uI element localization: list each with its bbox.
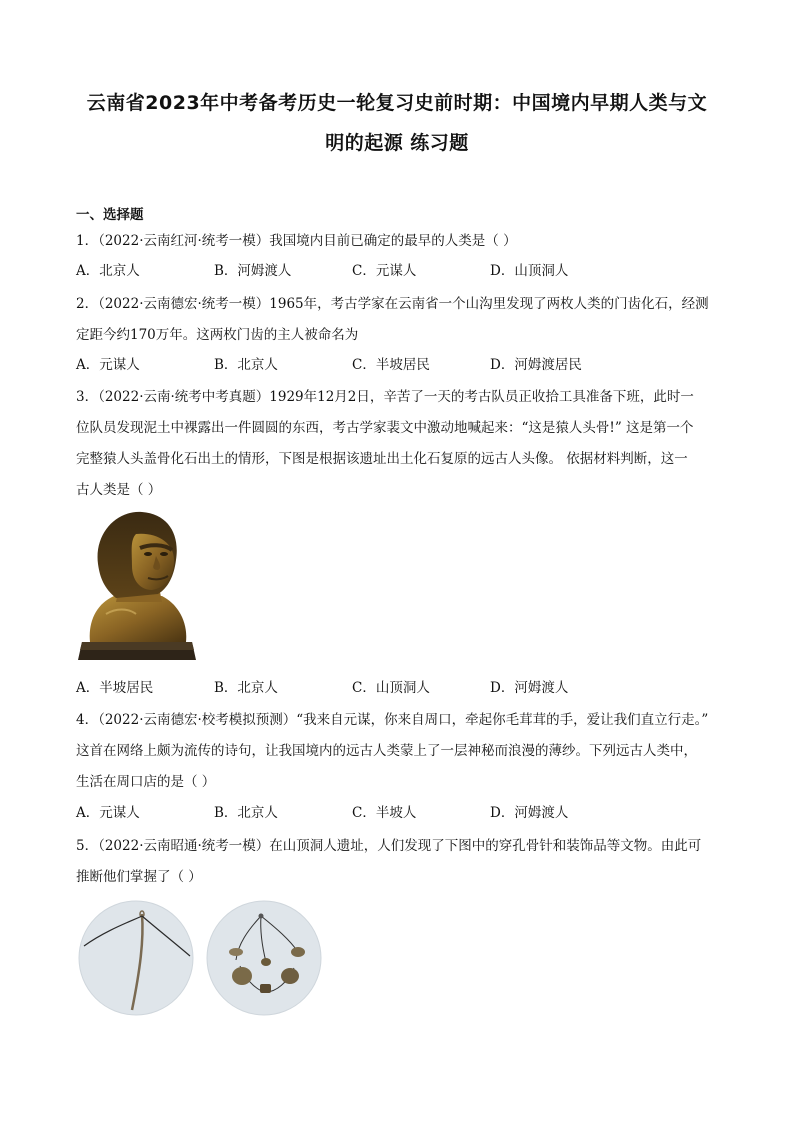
option-d[interactable]: D．河姆渡居民	[490, 357, 582, 373]
question-4-options	[76, 801, 726, 821]
option-a[interactable]: A．元谋人	[76, 357, 140, 373]
option-a[interactable]: A．北京人	[76, 263, 140, 279]
question-3-text: 完整猿人头盖骨化石出土的情形，下图是根据该遗址出土化石复原的远古人头像。 依据材料判断，这一	[76, 451, 688, 467]
question-3-text: 3．（2022·云南·统考中考真题）1929年12月2日，辛苦了一天的考古队员正收拾工具准备下班，此时一	[76, 389, 694, 405]
option-b[interactable]: B．北京人	[214, 805, 278, 821]
question-2-text: 2．（2022·云南德宏·统考一模）1965年，考古学家在云南省一个山沟里发现了两枚人类的门齿化石，经测	[76, 296, 709, 312]
question-4-text: 4．（2022·云南德宏·校考模拟预测）“我来自元谋，你来自周口，牵起你毛茸茸的手，爱让我们直立行走。”	[76, 712, 709, 728]
option-c[interactable]: C．半坡居民	[352, 357, 430, 373]
option-a[interactable]: A．元谋人	[76, 805, 140, 821]
section-heading: 一、选择题	[76, 207, 144, 223]
question-2-options	[76, 353, 726, 373]
question-3-text: 古人类是（ ）	[76, 482, 162, 498]
question-3-text: 位队员发现泥土中裸露出一件圆圆的东西，考古学家裴文中激动地喊起来：“这是猿人头骨!” 这是第一个	[76, 420, 694, 436]
question-4-text: 这首在网络上颇为流传的诗句，让我国境内的远古人类蒙上了一层神秘而浪漫的薄纱。下列远古人类中，	[76, 743, 697, 759]
option-d[interactable]: D．河姆渡人	[490, 805, 569, 821]
option-b[interactable]: B．河姆渡人	[214, 263, 292, 279]
peking-man-bust-image	[76, 504, 198, 664]
question-3-options	[76, 676, 726, 696]
question-5-text: 5．（2022·云南昭通·统考一模）在山顶洞人遗址，人们发现了下图中的穿孔骨针和装饰品等文物。由此可	[76, 838, 702, 854]
option-d[interactable]: D．山顶洞人	[490, 263, 569, 279]
option-b[interactable]: B．北京人	[214, 357, 278, 373]
document-title-line2: 明的起源 练习题	[325, 132, 469, 154]
question-2-text: 定距今约170万年。这两枚门齿的主人被命名为	[76, 327, 359, 343]
option-a[interactable]: A．半坡居民	[76, 680, 154, 696]
bone-needle-and-ornaments-image	[76, 900, 326, 1020]
option-c[interactable]: C．半坡人	[352, 805, 417, 821]
document-title-line1: 云南省2023年中考备考历史一轮复习史前时期：中国境内早期人类与文	[86, 92, 708, 114]
question-4-text: 生活在周口店的是（ ）	[76, 774, 216, 790]
option-d[interactable]: D．河姆渡人	[490, 680, 569, 696]
question-1-text: 1．（2022·云南红河·统考一模）我国境内目前已确定的最早的人类是（ ）	[76, 233, 517, 249]
question-5-text: 推断他们掌握了（ ）	[76, 869, 202, 885]
question-1-options	[76, 259, 726, 279]
option-c[interactable]: C．元谋人	[352, 263, 417, 279]
option-b[interactable]: B．北京人	[214, 680, 278, 696]
option-c[interactable]: C．山顶洞人	[352, 680, 430, 696]
